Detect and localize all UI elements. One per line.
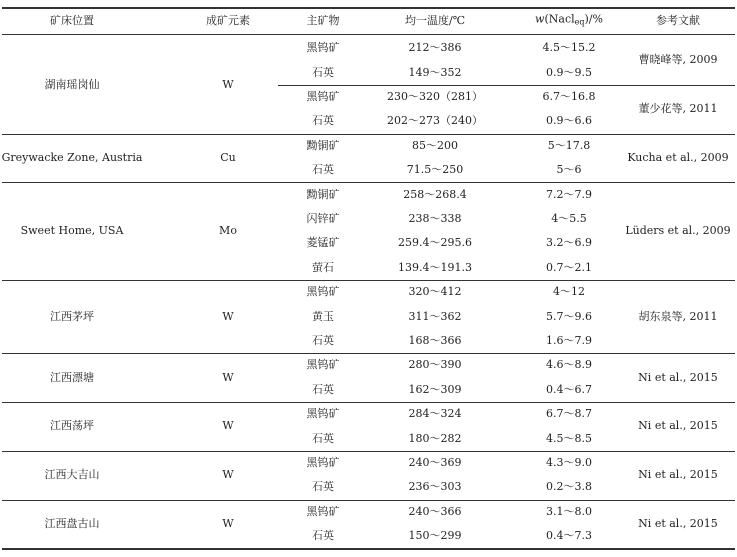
temperature-cell: 311～362 — [408, 309, 462, 323]
group-separator — [2, 182, 735, 183]
location-cell: 江西茅坪 — [50, 309, 94, 323]
temperature-cell: 180～282 — [408, 431, 462, 445]
temperature-cell: 71.5～250 — [406, 163, 464, 177]
temperature-cell: 150～299 — [408, 529, 462, 543]
header-temperature: 均一温度/℃ — [404, 14, 466, 27]
temperature-cell: 85～200 — [412, 138, 458, 152]
salinity-cell: 6.7～8.7 — [546, 407, 592, 421]
salinity-cell: 0.4～7.3 — [546, 529, 592, 543]
temperature-cell: 320～412 — [408, 285, 462, 299]
location-cell: 江西漂塘 — [50, 370, 94, 384]
mineral-cell: 黑钨矿 — [306, 358, 340, 372]
temperature-cell: 212～386 — [408, 41, 462, 55]
temperature-cell: 202～273（240） — [387, 114, 483, 128]
salinity-cell: 5～17.8 — [547, 138, 591, 152]
reference-cell: Ni et al., 2015 — [638, 370, 718, 384]
mineral-cell: 菱锰矿 — [306, 236, 340, 250]
temperature-cell: 240～366 — [408, 504, 462, 518]
header-rule — [2, 34, 735, 35]
salinity-cell: 7.2～7.9 — [546, 187, 592, 201]
temperature-cell: 280～390 — [408, 358, 462, 372]
mineral-cell: 石英 — [312, 431, 334, 445]
mineral-cell: 黑钨矿 — [306, 456, 340, 469]
temperature-cell: 259.4～295.6 — [398, 236, 472, 250]
salinity-prefix: w — [535, 12, 545, 26]
group-separator — [2, 402, 735, 403]
reference-cell: Kucha et al., 2009 — [627, 151, 729, 164]
mineral-cell: 萤石 — [312, 260, 334, 274]
salinity-cell: 1.6～7.9 — [546, 334, 592, 347]
salinity-cell: 0.2～3.8 — [546, 480, 592, 494]
mineral-cell: 石英 — [312, 480, 334, 494]
temperature-cell: 236～303 — [408, 480, 462, 494]
element-cell: W — [222, 419, 234, 433]
salinity-cell: 4～5.5 — [551, 212, 587, 225]
mineral-cell: 石英 — [312, 382, 334, 396]
salinity-cell: 0.7～2.1 — [546, 260, 592, 274]
mineral-cell: 黑钨矿 — [306, 407, 340, 421]
mineral-cell: 黑钨矿 — [306, 41, 340, 55]
reference-cell: 曹晓峰等, 2009 — [638, 53, 718, 67]
location-cell: 江西荡坪 — [50, 419, 94, 433]
element-cell: W — [222, 370, 234, 384]
mineral-cell: 黄玉 — [312, 309, 334, 323]
salinity-cell: 5.7～9.6 — [546, 309, 592, 323]
group-separator — [2, 134, 735, 135]
mineral-cell: 闪锌矿 — [306, 212, 340, 225]
group-separator — [2, 353, 735, 354]
mineral-cell: 黝铜矿 — [306, 187, 340, 201]
salinity-cell: 5～6 — [556, 163, 582, 177]
mineral-cell: 石英 — [312, 65, 334, 79]
salinity-cell: 3.2～6.9 — [546, 236, 592, 250]
location-cell: 湖南瑶岗仙 — [44, 77, 100, 91]
location-cell: 江西盘古山 — [44, 517, 100, 530]
bottom-rule — [2, 548, 735, 550]
group-separator — [2, 500, 735, 501]
mineral-cell: 石英 — [312, 334, 334, 347]
mineral-cell: 石英 — [312, 529, 334, 543]
mineral-cell: 石英 — [312, 163, 334, 177]
temperature-cell: 240～369 — [408, 456, 462, 469]
element-cell: W — [222, 468, 234, 482]
location-cell: Sweet Home, USA — [20, 224, 124, 238]
subgroup-separator — [278, 85, 735, 86]
salinity-cell: 4.5～8.5 — [546, 431, 592, 445]
header-mineral: 主矿物 — [306, 14, 340, 27]
element-cell: W — [222, 309, 234, 323]
salinity-cell: 3.1～8.0 — [546, 504, 592, 518]
salinity-subscript: eq — [574, 17, 585, 27]
element-cell: Mo — [219, 224, 237, 238]
mineral-cell: 黝铜矿 — [306, 138, 340, 152]
reference-cell: 董少花等, 2011 — [638, 102, 718, 116]
header-element: 成矿元素 — [206, 14, 250, 27]
salinity-cell: 0.4～6.7 — [546, 382, 592, 396]
header-salinity — [535, 13, 603, 30]
header-location: 矿床位置 — [50, 14, 94, 27]
location-cell: Greywacke Zone, Austria — [1, 151, 143, 164]
temperature-cell: 284～324 — [408, 407, 462, 421]
reference-cell: Ni et al., 2015 — [638, 517, 718, 530]
salinity-cell: 6.7～16.8 — [542, 90, 596, 103]
data-table — [2, 7, 735, 550]
reference-cell: Ni et al., 2015 — [638, 419, 718, 433]
temperature-cell: 258～268.4 — [403, 187, 467, 201]
temperature-cell: 162～309 — [408, 382, 462, 396]
element-cell: W — [222, 77, 234, 91]
salinity-paren: (Nacl — [544, 12, 575, 26]
location-cell: 江西大吉山 — [44, 468, 100, 482]
top-rule — [2, 7, 735, 9]
salinity-cell: 4～12 — [553, 285, 585, 299]
mineral-cell: 黑钨矿 — [306, 285, 340, 299]
mineral-cell: 黑钨矿 — [306, 504, 340, 518]
group-separator — [2, 280, 735, 281]
salinity-cell: 4.3～9.0 — [546, 456, 592, 469]
salinity-cell: 0.9～9.5 — [546, 65, 592, 79]
temperature-cell: 168～366 — [408, 334, 462, 347]
temperature-cell: 238～338 — [408, 212, 462, 225]
header-reference: 参考文献 — [656, 14, 700, 27]
temperature-cell: 149～352 — [408, 65, 462, 79]
group-separator — [2, 451, 735, 452]
salinity-cell: 4.6～8.9 — [546, 358, 592, 372]
salinity-suffix: )/% — [584, 12, 603, 26]
temperature-cell: 139.4～191.3 — [398, 260, 472, 274]
temperature-cell: 230～320（281） — [387, 90, 483, 103]
mineral-cell: 石英 — [312, 114, 334, 128]
salinity-cell: 4.5～15.2 — [542, 41, 596, 55]
element-cell: W — [222, 517, 234, 530]
reference-cell: Ni et al., 2015 — [638, 468, 718, 482]
reference-cell: 胡东泉等, 2011 — [638, 309, 718, 323]
salinity-cell: 0.9～6.6 — [546, 114, 592, 128]
mineral-cell: 黑钨矿 — [306, 90, 340, 103]
reference-cell: Lüders et al., 2009 — [625, 224, 731, 238]
element-cell: Cu — [220, 151, 236, 164]
